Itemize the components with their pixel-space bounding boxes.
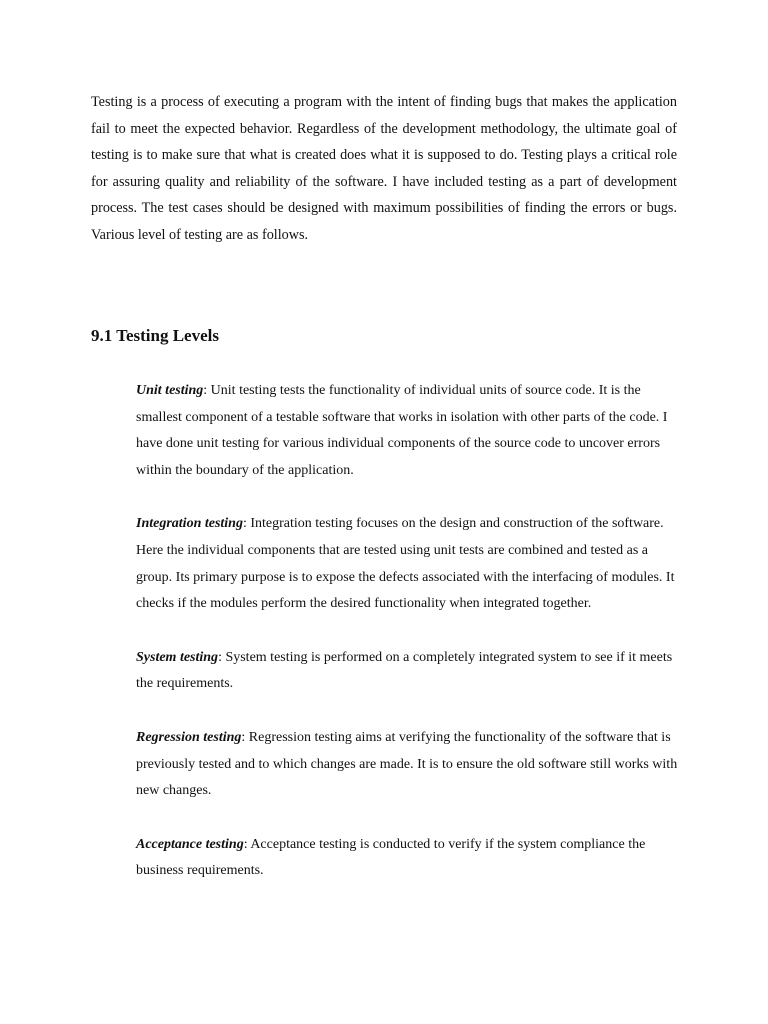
testing-levels-list	[136, 378, 681, 912]
level-term: Regression testing	[136, 729, 242, 745]
level-description: : Acceptance testing is conducted to verify if the system compliance the business requirements.	[136, 836, 646, 879]
level-term: System testing	[136, 649, 219, 665]
level-item-system-testing	[136, 645, 681, 698]
intro-paragraph: Testing is a process of executing a program with the intent of finding bugs that makes the application fail to meet the expected behavior. Regardless of the development methodology, the ultimate goal of testing is to make sure that what is created does what it is supposed to do. Testing plays a critical role for assuring quality and reliability of the software. I have included testing as a part of development process. The test cases should be designed with maximum possibilities of finding the errors or bugs. Various level of testing are as follows.	[91, 94, 677, 243]
level-description: : Unit testing tests the functionality of individual units of source code. It is the smallest component of a testable software that works in isolation with other parts of the code. I have done unit testing for various individual components of the source code to uncover errors within the boundary of the application.	[136, 383, 668, 478]
level-term: Acceptance testing	[136, 836, 244, 852]
level-description: : Integration testing focuses on the design and construction of the software. Here the individual components that are tested using unit tests are combined and tested as a group. Its primary purpose is to expose the defects associated with the interfacing of modules. It checks if the modules perform the desired functionality when integrated together.	[136, 516, 675, 612]
level-item-integration-testing	[136, 511, 681, 617]
level-description: : Regression testing aims at verifying the functionality of the software that is previously tested and to which changes are made. It is to ensure the old software still works with new changes.	[136, 729, 678, 799]
section-heading: 9.1 Testing Levels	[91, 326, 219, 345]
level-term: Unit testing	[136, 383, 204, 398]
level-item-unit-testing	[136, 378, 681, 484]
level-item-acceptance-testing	[136, 832, 681, 885]
level-item-regression-testing	[136, 725, 681, 805]
level-description: : System testing is performed on a completely integrated system to see if it meets the requirements.	[136, 649, 673, 692]
level-term: Integration testing	[136, 516, 243, 532]
